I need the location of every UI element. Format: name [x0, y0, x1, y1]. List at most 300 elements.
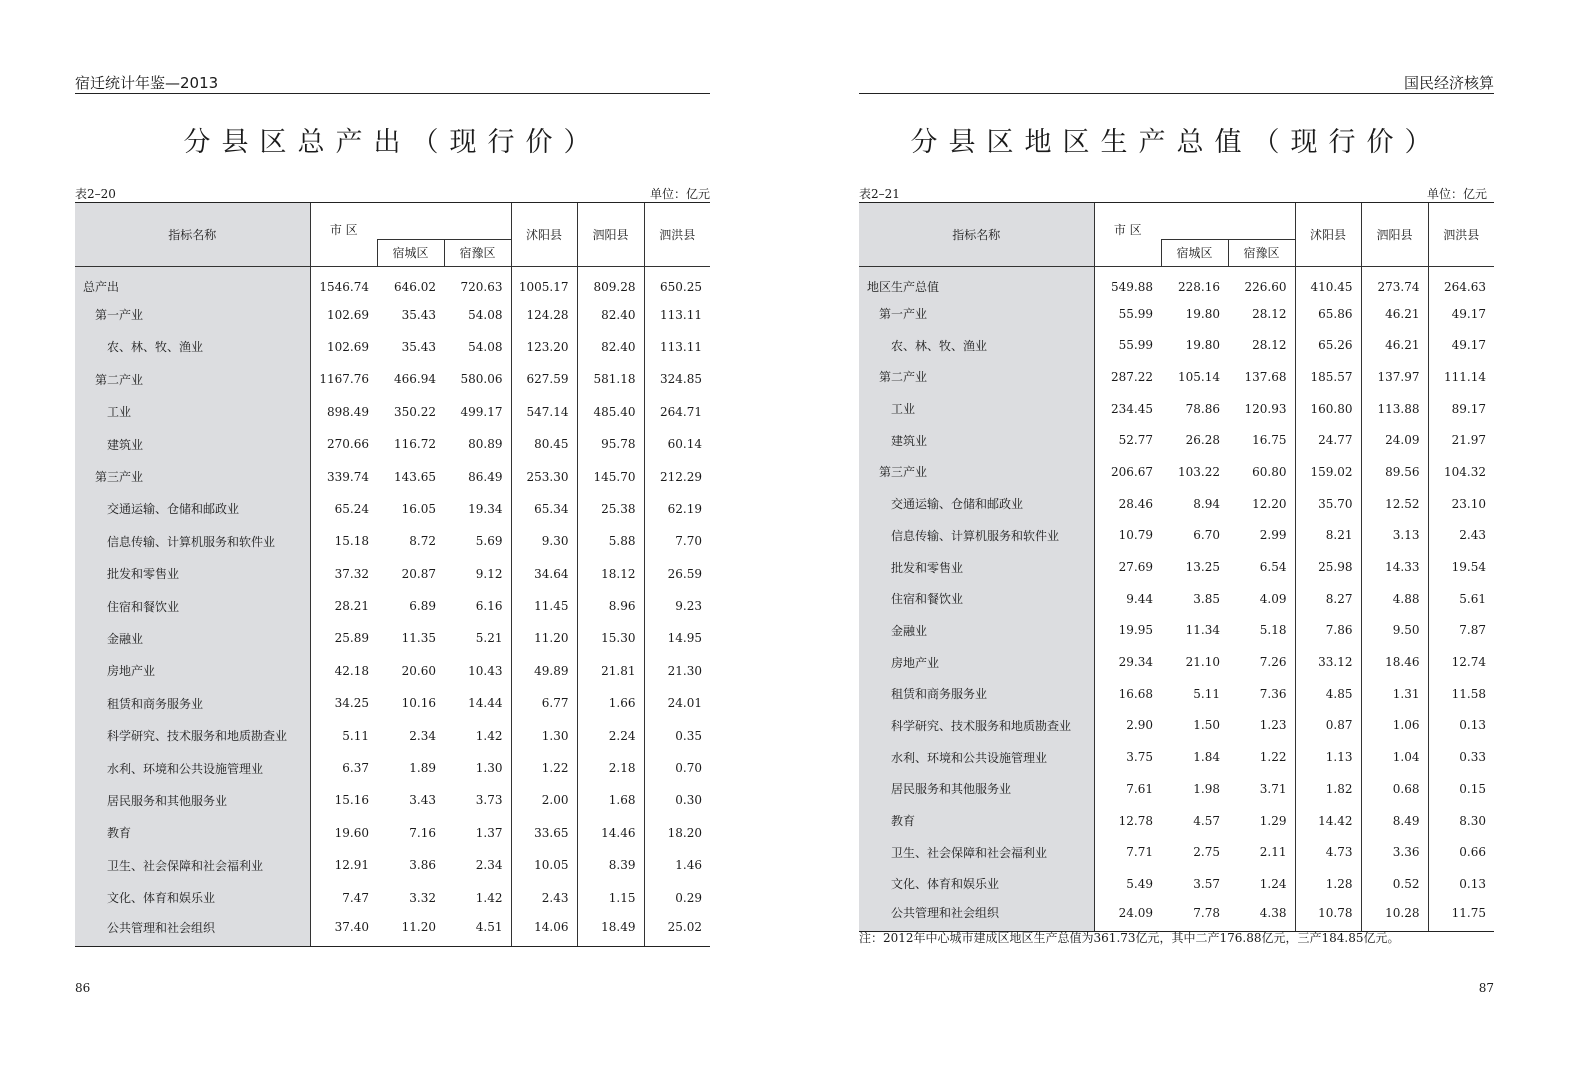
cell-value: 264.63	[1428, 266, 1494, 298]
cell-value: 12.20	[1252, 496, 1287, 511]
cell-value: 5.21	[475, 631, 503, 646]
cell-value: 12.78	[1118, 813, 1153, 828]
header-shuyang: 沭阳县	[511, 203, 577, 267]
cell-value: 124.28	[511, 298, 577, 330]
row-label: 第一产业	[859, 298, 1094, 330]
cell-value: 143.65	[394, 469, 436, 484]
cell-value: 7.71	[1126, 845, 1153, 860]
row-label: 卫生、社会保障和社会福利业	[859, 836, 1094, 868]
header-rule	[859, 93, 1494, 94]
cell-value: 29.34	[1118, 655, 1153, 670]
table-row	[859, 393, 1494, 425]
cell-value: 2.34	[475, 858, 503, 873]
cell-value: 580.06	[460, 372, 503, 387]
cell-value: 1.28	[1295, 868, 1361, 900]
row-label: 总产出	[75, 266, 310, 298]
running-head: 国民经济核算	[1403, 74, 1494, 92]
cell-value: 253.30	[511, 460, 577, 492]
table-row	[859, 868, 1494, 900]
table-row	[75, 525, 710, 557]
cell-value: 8.94	[1193, 496, 1220, 511]
cell-value: 145.70	[577, 460, 644, 492]
cell-value: 35.43	[401, 339, 436, 354]
row-label: 批发和零售业	[859, 551, 1094, 583]
cell-value: 49.17	[1428, 298, 1494, 330]
cell-value: 16.75	[1252, 433, 1287, 448]
cell-value: 1.89	[409, 761, 436, 776]
cell-value: 65.24	[334, 501, 369, 516]
row-label: 农、林、牧、渔业	[75, 331, 310, 363]
cell-value: 78.86	[1185, 401, 1220, 416]
cell-value: 13.25	[1185, 560, 1220, 575]
table-row	[859, 900, 1494, 932]
row-label: 水利、环境和公共设施管理业	[859, 741, 1094, 773]
header-city-spacer	[377, 203, 511, 240]
header-suyu: 宿豫区	[444, 239, 511, 266]
cell-value: 4.85	[1295, 678, 1361, 710]
row-label: 科学研究、技术服务和地质勘查业	[75, 719, 310, 751]
cell-value: 18.46	[1361, 646, 1428, 678]
cell-value: 42.18	[334, 663, 369, 678]
cell-value: 20.60	[401, 663, 436, 678]
cell-value: 1.46	[644, 849, 710, 881]
cell-value: 1.98	[1193, 781, 1220, 796]
cell-value: 6.89	[409, 599, 436, 614]
cell-value: 650.25	[644, 266, 710, 298]
cell-value: 24.09	[1094, 900, 1161, 932]
table-row	[859, 488, 1494, 520]
header-rule	[75, 93, 710, 94]
row-label: 信息传输、计算机服务和软件业	[75, 525, 310, 557]
left-page	[0, 0, 793, 1077]
cell-value: 8.72	[409, 534, 436, 549]
cell-value: 14.06	[511, 914, 577, 946]
cell-value: 18.49	[577, 914, 644, 946]
cell-value: 7.36	[1259, 686, 1287, 701]
table-row	[859, 710, 1494, 742]
cell-value: 28.46	[1118, 496, 1153, 511]
table-number: 表2–20	[75, 187, 116, 201]
table-row	[75, 914, 710, 946]
row-label: 第二产业	[75, 363, 310, 395]
header-indicator-name: 指标名称	[75, 203, 310, 267]
cell-value: 28.21	[334, 599, 369, 614]
cell-value: 10.16	[401, 696, 436, 711]
cell-value: 46.21	[1361, 329, 1428, 361]
cell-value: 3.73	[475, 793, 503, 808]
cell-value: 46.21	[1361, 298, 1428, 330]
cell-value: 226.60	[1244, 279, 1287, 294]
cell-value: 60.14	[644, 428, 710, 460]
cell-value: 89.56	[1361, 456, 1428, 488]
cell-value: 485.40	[577, 396, 644, 428]
row-label: 住宿和餐饮业	[859, 583, 1094, 615]
cell-value: 18.12	[577, 558, 644, 590]
cell-value: 9.44	[1126, 591, 1153, 606]
cell-value: 14.46	[577, 817, 644, 849]
cell-value: 86.49	[468, 469, 503, 484]
cell-value: 466.94	[394, 372, 436, 387]
row-label: 房地产业	[859, 646, 1094, 678]
cell-value: 65.34	[511, 493, 577, 525]
cell-value: 65.26	[1295, 329, 1361, 361]
cell-value: 3.13	[1361, 520, 1428, 552]
row-label: 居民服务和其他服务业	[859, 773, 1094, 805]
table-row	[75, 881, 710, 913]
cell-value: 2.00	[511, 784, 577, 816]
cell-value: 264.71	[644, 396, 710, 428]
cell-value: 21.30	[644, 655, 710, 687]
cell-value: 1.42	[475, 728, 503, 743]
cell-value: 1.82	[1295, 773, 1361, 805]
table-row	[75, 849, 710, 881]
cell-value: 2.18	[577, 752, 644, 784]
cell-value: 206.67	[1111, 464, 1153, 479]
cell-value: 14.95	[644, 622, 710, 654]
cell-value: 137.97	[1361, 361, 1428, 393]
row-label: 居民服务和其他服务业	[75, 784, 310, 816]
cell-value: 26.59	[644, 558, 710, 590]
table-row	[859, 520, 1494, 552]
cell-value: 19.80	[1185, 306, 1220, 321]
cell-value: 6.70	[1193, 528, 1220, 543]
table-row	[75, 493, 710, 525]
cell-value: 4.09	[1259, 591, 1287, 606]
cell-value: 7.70	[644, 525, 710, 557]
table-row	[75, 428, 710, 460]
cell-value: 10.78	[1295, 900, 1361, 932]
cell-value: 14.33	[1361, 551, 1428, 583]
cell-value: 3.36	[1361, 836, 1428, 868]
cell-value: 9.12	[475, 566, 503, 581]
cell-value: 7.87	[1428, 615, 1494, 647]
cell-value: 15.16	[334, 793, 369, 808]
cell-value: 25.98	[1295, 551, 1361, 583]
cell-value: 1.23	[1259, 718, 1287, 733]
cell-value: 1.30	[511, 719, 577, 751]
table-row	[75, 590, 710, 622]
table-row	[75, 363, 710, 395]
row-label: 金融业	[75, 622, 310, 654]
cell-value: 34.25	[334, 696, 369, 711]
cell-value: 16.05	[401, 501, 436, 516]
cell-value: 0.87	[1295, 710, 1361, 742]
table-row	[75, 655, 710, 687]
cell-value: 14.42	[1295, 805, 1361, 837]
cell-value: 21.97	[1428, 424, 1494, 456]
row-label: 公共管理和社会组织	[75, 914, 310, 946]
cell-value: 25.38	[577, 493, 644, 525]
cell-value: 1.06	[1361, 710, 1428, 742]
cell-value: 2.24	[577, 719, 644, 751]
cell-value: 350.22	[394, 404, 436, 419]
cell-value: 1005.17	[511, 266, 577, 298]
cell-value: 116.72	[394, 437, 436, 452]
cell-value: 7.16	[409, 825, 436, 840]
row-label: 工业	[859, 393, 1094, 425]
header-sihong: 泗洪县	[644, 203, 710, 267]
cell-value: 5.11	[1193, 686, 1220, 701]
cell-value: 1.22	[1259, 750, 1287, 765]
unit-label: 单位：亿元	[1426, 187, 1487, 201]
cell-value: 10.28	[1361, 900, 1428, 932]
cell-value: 28.12	[1252, 338, 1287, 353]
cell-value: 4.73	[1295, 836, 1361, 868]
cell-value: 3.32	[409, 890, 436, 905]
cell-value: 1.68	[577, 784, 644, 816]
cell-value: 54.08	[468, 307, 503, 322]
cell-value: 19.95	[1118, 623, 1153, 638]
page-title: 分县区地区生产总值（现行价）	[910, 127, 1443, 158]
cell-value: 19.80	[1185, 338, 1220, 353]
cell-value: 7.61	[1126, 781, 1153, 796]
table-row	[75, 784, 710, 816]
row-label: 交通运输、仓储和邮政业	[859, 488, 1094, 520]
header-siyang: 泗阳县	[577, 203, 644, 267]
cell-value: 3.85	[1193, 591, 1220, 606]
row-label: 住宿和餐饮业	[75, 590, 310, 622]
row-label: 金融业	[859, 615, 1094, 647]
cell-value: 212.29	[644, 460, 710, 492]
cell-value: 2.43	[1428, 520, 1494, 552]
cell-value: 49.17	[1428, 329, 1494, 361]
cell-value: 720.63	[460, 279, 503, 294]
cell-value: 52.77	[1118, 433, 1153, 448]
table-row	[75, 396, 710, 428]
cell-value: 12.74	[1428, 646, 1494, 678]
cell-value: 2.34	[409, 728, 436, 743]
cell-value: 12.52	[1361, 488, 1428, 520]
header-indicator-name: 指标名称	[859, 203, 1094, 267]
cell-value: 6.54	[1259, 560, 1287, 575]
header-city-total	[310, 239, 377, 266]
cell-value: 65.86	[1295, 298, 1361, 330]
row-label: 房地产业	[75, 655, 310, 687]
table-row	[859, 836, 1494, 868]
cell-value: 8.96	[577, 590, 644, 622]
row-label: 建筑业	[75, 428, 310, 460]
right-page	[793, 0, 1587, 1077]
cell-value: 0.33	[1428, 741, 1494, 773]
cell-value: 1.50	[1193, 718, 1220, 733]
table-row	[75, 622, 710, 654]
cell-value: 1.84	[1193, 750, 1220, 765]
cell-value: 228.16	[1178, 279, 1220, 294]
cell-value: 7.26	[1259, 655, 1287, 670]
cell-value: 0.13	[1428, 868, 1494, 900]
cell-value: 5.61	[1428, 583, 1494, 615]
cell-value: 19.34	[468, 501, 503, 516]
cell-value: 35.43	[401, 307, 436, 322]
cell-value: 82.40	[577, 331, 644, 363]
cell-value: 8.21	[1295, 520, 1361, 552]
cell-value: 6.77	[511, 687, 577, 719]
table-row	[859, 329, 1494, 361]
cell-value: 9.30	[511, 525, 577, 557]
row-label: 第二产业	[859, 361, 1094, 393]
cell-value: 82.40	[577, 298, 644, 330]
cell-value: 627.59	[511, 363, 577, 395]
cell-value: 1.30	[475, 761, 503, 776]
table-row	[859, 298, 1494, 330]
header-sucheng: 宿城区	[377, 239, 444, 266]
cell-value: 9.23	[644, 590, 710, 622]
cell-value: 103.22	[1178, 464, 1220, 479]
table-row	[75, 817, 710, 849]
table-row	[75, 460, 710, 492]
cell-value: 55.99	[1118, 306, 1153, 321]
cell-value: 16.68	[1118, 686, 1153, 701]
row-label: 公共管理和社会组织	[859, 900, 1094, 932]
cell-value: 11.20	[511, 622, 577, 654]
table-row	[859, 646, 1494, 678]
cell-value: 20.87	[401, 566, 436, 581]
row-label: 信息传输、计算机服务和软件业	[859, 520, 1094, 552]
cell-value: 123.20	[511, 331, 577, 363]
cell-value: 21.10	[1185, 655, 1220, 670]
cell-value: 10.05	[511, 849, 577, 881]
cell-value: 28.12	[1252, 306, 1287, 321]
unit-label: 单位：亿元	[649, 187, 710, 201]
cell-value: 25.02	[644, 914, 710, 946]
cell-value: 102.69	[327, 339, 369, 354]
cell-value: 34.64	[511, 558, 577, 590]
cell-value: 0.15	[1428, 773, 1494, 805]
row-label: 教育	[75, 817, 310, 849]
page-title: 分县区总产出（现行价）	[183, 127, 602, 158]
cell-value: 3.43	[409, 793, 436, 808]
cell-value: 10.79	[1118, 528, 1153, 543]
cell-value: 33.12	[1295, 646, 1361, 678]
table-note: 注：2012年中心城市建成区地区生产总值为361.73亿元，其中二产176.88亿元，三产184.85亿元。	[859, 931, 1400, 945]
cell-value: 1.42	[475, 890, 503, 905]
cell-value: 18.20	[644, 817, 710, 849]
cell-value: 55.99	[1118, 338, 1153, 353]
cell-value: 15.18	[334, 534, 369, 549]
row-label: 建筑业	[859, 424, 1094, 456]
cell-value: 21.81	[577, 655, 644, 687]
cell-value: 2.99	[1259, 528, 1287, 543]
cell-value: 1.04	[1361, 741, 1428, 773]
cell-value: 11.45	[511, 590, 577, 622]
cell-value: 1.15	[577, 881, 644, 913]
cell-value: 8.30	[1428, 805, 1494, 837]
cell-value: 3.57	[1193, 876, 1220, 891]
cell-value: 159.02	[1295, 456, 1361, 488]
cell-value: 113.11	[644, 298, 710, 330]
cell-value: 0.66	[1428, 836, 1494, 868]
row-label: 租赁和商务服务业	[75, 687, 310, 719]
table-row	[859, 551, 1494, 583]
cell-value: 0.30	[644, 784, 710, 816]
cell-value: 80.89	[468, 437, 503, 452]
row-label: 农、林、牧、渔业	[859, 329, 1094, 361]
cell-value: 23.10	[1428, 488, 1494, 520]
header-suyu: 宿豫区	[1228, 239, 1295, 266]
page-number: 87	[1478, 981, 1494, 995]
gdp-table	[859, 202, 1494, 932]
cell-value: 3.75	[1126, 750, 1153, 765]
cell-value: 6.37	[342, 761, 369, 776]
cell-value: 5.49	[1126, 876, 1153, 891]
table-row	[859, 583, 1494, 615]
cell-value: 547.14	[511, 396, 577, 428]
cell-value: 7.78	[1161, 900, 1228, 932]
row-label: 水利、环境和公共设施管理业	[75, 752, 310, 784]
cell-value: 137.68	[1244, 369, 1287, 384]
cell-value: 5.18	[1259, 623, 1287, 638]
cell-value: 2.75	[1193, 845, 1220, 860]
table-row	[859, 456, 1494, 488]
cell-value: 49.89	[511, 655, 577, 687]
cell-value: 5.88	[577, 525, 644, 557]
cell-value: 0.68	[1361, 773, 1428, 805]
cell-value: 3.86	[409, 858, 436, 873]
cell-value: 1.22	[511, 752, 577, 784]
header-sucheng: 宿城区	[1161, 239, 1228, 266]
header-city-spacer	[1161, 203, 1295, 240]
header-siyang: 泗阳县	[1361, 203, 1428, 267]
cell-value: 120.93	[1244, 401, 1287, 416]
cell-value: 809.28	[577, 266, 644, 298]
cell-value: 7.47	[342, 890, 369, 905]
cell-value: 95.78	[577, 428, 644, 460]
cell-value: 4.51	[444, 914, 511, 946]
cell-value: 35.70	[1295, 488, 1361, 520]
cell-value: 0.35	[644, 719, 710, 751]
cell-value: 4.38	[1228, 900, 1295, 932]
cell-value: 14.44	[468, 696, 503, 711]
cell-value: 11.35	[401, 631, 436, 646]
cell-value: 1546.74	[319, 279, 369, 294]
cell-value: 113.11	[644, 331, 710, 363]
cell-value: 2.43	[511, 881, 577, 913]
cell-value: 111.14	[1428, 361, 1494, 393]
row-label: 文化、体育和娱乐业	[859, 868, 1094, 900]
cell-value: 0.52	[1361, 868, 1428, 900]
cell-value: 60.80	[1252, 464, 1287, 479]
cell-value: 8.27	[1295, 583, 1361, 615]
header-sihong: 泗洪县	[1428, 203, 1494, 267]
cell-value: 8.49	[1361, 805, 1428, 837]
cell-value: 24.01	[644, 687, 710, 719]
table-row	[75, 266, 710, 298]
row-label: 文化、体育和娱乐业	[75, 881, 310, 913]
cell-value: 25.89	[334, 631, 369, 646]
cell-value: 11.20	[377, 914, 444, 946]
cell-value: 0.70	[644, 752, 710, 784]
cell-value: 4.57	[1193, 813, 1220, 828]
cell-value: 410.45	[1295, 266, 1361, 298]
cell-value: 646.02	[394, 279, 436, 294]
row-label: 第一产业	[75, 298, 310, 330]
cell-value: 324.85	[644, 363, 710, 395]
cell-value: 19.54	[1428, 551, 1494, 583]
cell-value: 33.65	[511, 817, 577, 849]
cell-value: 113.88	[1361, 393, 1428, 425]
table-row	[75, 719, 710, 751]
cell-value: 1.24	[1259, 876, 1287, 891]
table-row	[859, 678, 1494, 710]
cell-value: 11.75	[1428, 900, 1494, 932]
cell-value: 37.32	[334, 566, 369, 581]
table-row	[75, 298, 710, 330]
cell-value: 15.30	[577, 622, 644, 654]
cell-value: 89.17	[1428, 393, 1494, 425]
cell-value: 6.16	[475, 599, 503, 614]
cell-value: 5.69	[475, 534, 503, 549]
row-label: 租赁和商务服务业	[859, 678, 1094, 710]
